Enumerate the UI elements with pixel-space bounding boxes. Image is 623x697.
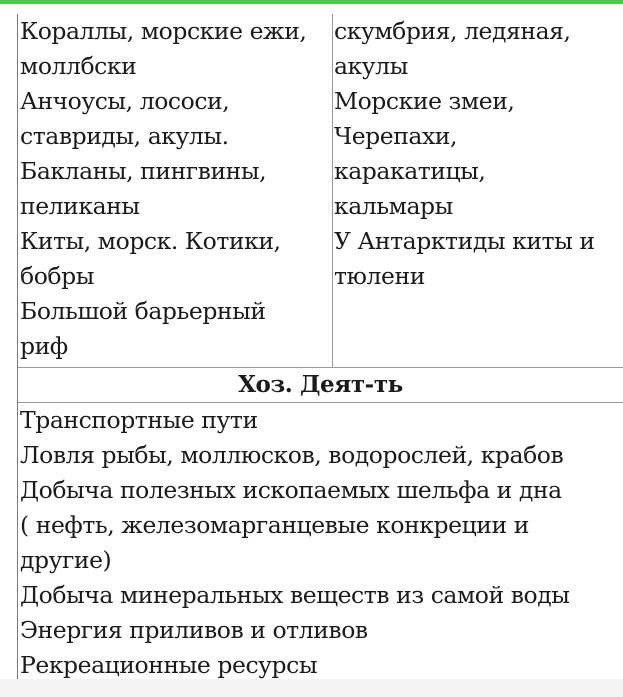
activity-line: Транспортные пути	[20, 406, 258, 434]
activity-line: Рекреационные ресурсы	[20, 651, 318, 679]
table-line: тюлени	[334, 262, 425, 290]
table-line: каракатицы,	[334, 157, 486, 185]
activity-line: Энергия приливов и отливов	[20, 616, 368, 644]
table-line: скумбрия, ледяная,	[334, 17, 571, 45]
table-line: У Антарктиды киты и	[334, 227, 595, 255]
species-right-cell	[333, 14, 623, 367]
activity-line: Добыча полезных ископаемых шельфа и дна	[20, 476, 562, 504]
table-line: ставриды, акулы.	[20, 122, 229, 150]
table-line: Анчоусы, лососи,	[20, 87, 230, 115]
table-line: бобры	[20, 262, 94, 290]
table-line: риф	[20, 332, 68, 360]
table-line: Морские змеи,	[334, 87, 515, 115]
activity-line: другие)	[20, 546, 112, 574]
table-line: Черепахи,	[334, 122, 458, 150]
document-table	[17, 14, 623, 679]
activity-line: Ловля рыбы, моллюсков, водорослей, крабов	[20, 441, 564, 469]
activity-line: Добыча минеральных веществ из самой воды	[20, 581, 570, 609]
species-left-cell	[18, 14, 333, 367]
species-row	[18, 14, 623, 368]
table-line: моллбски	[20, 52, 137, 80]
activity-line: ( нефть, железомарганцевые конкреции и	[20, 511, 529, 539]
table-line: кальмары	[334, 192, 453, 220]
table-line: Большой барьерный	[20, 297, 266, 325]
table-line: акулы	[334, 52, 408, 80]
table-line: Киты, морск. Котики,	[20, 227, 281, 255]
section-header: Хоз. Деят-ть	[18, 368, 623, 403]
activity-cell	[18, 403, 623, 683]
bottom-margin	[0, 679, 623, 697]
top-accent-bar	[0, 0, 623, 4]
table-line: Кораллы, морские ежи,	[20, 17, 307, 45]
table-line: Бакланы, пингвины,	[20, 157, 267, 185]
table-line: пеликаны	[20, 192, 140, 220]
